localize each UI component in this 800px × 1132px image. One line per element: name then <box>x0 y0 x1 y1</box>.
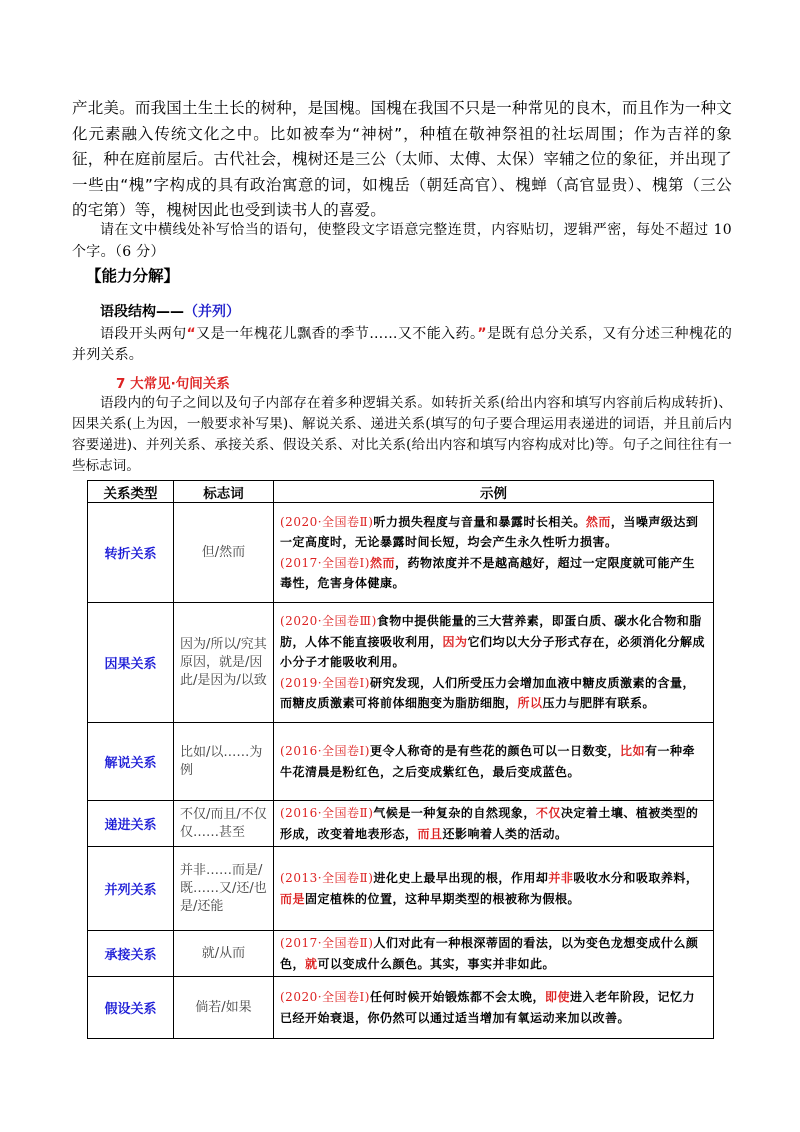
table-header-row <box>88 481 714 503</box>
quote-close-mark: ” <box>477 326 487 342</box>
example-keyword: 比如 <box>619 744 645 758</box>
example-item <box>280 553 707 594</box>
quote-open-mark: “ <box>186 326 196 342</box>
example-source: (2017·全国卷Ⅱ) <box>280 936 374 950</box>
structure-heading <box>100 301 240 321</box>
example-source: (2020·全国卷Ⅱ) <box>280 514 374 529</box>
example-source: (2017·全国卷Ⅰ) <box>280 555 370 570</box>
table-row <box>88 977 714 1039</box>
example-keyword: 并非 <box>548 871 574 885</box>
example-source: (2016·全国卷Ⅰ) <box>280 744 370 758</box>
relation-type: 解说关系 <box>88 723 174 801</box>
relation-type: 递进关系 <box>88 801 174 847</box>
relation-example <box>274 977 714 1039</box>
example-item <box>280 987 707 1028</box>
example-text: 研究发现，人们所受压力会增加血液中糖皮质激素的含量，而糖皮质激素可将前体细胞变为脂肪细胞， <box>280 675 695 711</box>
example-text: 它们均以大分子形式存在，必须消化分解成小分子才能吸收利用。 <box>280 634 706 670</box>
example-text: 食物中提供能量的三大营养素，即蛋白质、碳水化合物和脂肪，人体不能直接吸收利用， <box>280 614 702 649</box>
table-row <box>88 801 714 847</box>
example-source: (2013·全国卷Ⅱ) <box>280 871 374 885</box>
example-text: 进化史上最早出现的根，作用却 <box>373 871 549 885</box>
passage-paragraph: 产北美。而我国土生土长的树种，是国槐。国槐在我国不只是一种常见的良木，而且作为一种文化元素融入传统文化之中。比如被奉为“神树”，种植在敬神祭祖的社坛周围；作为吉祥的象征，种在庭前屋后。古代社会，槐树还是三公（太师、太傅、太保）宰辅之位的象征，并出现了一些由“槐”字构成的具有政治寓意的词，如槐岳（朝廷高官）、槐蝉（高官显贵）、槐第（三公的宅第）等，槐树因此也受到读书人的喜爱。 <box>72 99 732 219</box>
example-item <box>280 868 707 909</box>
table-row <box>88 723 714 801</box>
relation-markers: 比如/以……为例 <box>174 723 274 801</box>
example-text: ，当噪声级达到一定高度时，无论暴露时间长短，均会产生永久性听力损害。 <box>280 514 699 549</box>
example-text: 吸收水分和吸取养料， <box>573 871 699 885</box>
structure-rest: 是既有总分关系，又有分述三种槐花的并列关系。 <box>72 326 733 363</box>
relation-type: 因果关系 <box>88 603 174 723</box>
example-item <box>280 933 707 974</box>
relation-example <box>274 801 714 847</box>
example-source: (2016·全国卷Ⅱ) <box>280 806 374 820</box>
relation-type: 承接关系 <box>88 931 174 977</box>
example-text: 更令人称奇的是有些花的颜色可以一日数变， <box>369 744 620 758</box>
relation-example <box>274 931 714 977</box>
structure-label: 语段结构—— <box>100 304 184 320</box>
relations-explanation: 语段内的句子之间以及句子内部存在着多种逻辑关系。如转折关系(给出内容和填写内容前后构成转折)、因果关系(上为因，一般要求补写果)、解说关系、递进关系(填写的句子要合理运用表递进的词语，并且前后内容要递进)、并列关系、承接关系、假设关系、对比关系(给出内容和填写内容构成对比)等。句子之间往往有一些标志词。 <box>72 395 732 474</box>
structure-quote: 又是一年槐花儿飘香的季节……又不能入药。 <box>195 326 478 342</box>
example-item <box>280 673 707 714</box>
example-keyword: 然而 <box>369 555 395 570</box>
table-row <box>88 847 714 931</box>
structure-intro: 语段开头两句 <box>100 326 187 342</box>
relation-type: 假设关系 <box>88 977 174 1039</box>
example-keyword: 因为 <box>442 634 468 649</box>
example-keyword: 即使 <box>544 990 570 1004</box>
relation-type: 转折关系 <box>88 503 174 603</box>
example-item <box>280 512 707 553</box>
example-source: (2020·全国卷Ⅰ) <box>280 990 370 1004</box>
example-text: 进入老年阶段，记忆力已经开始衰退，你仍然可以通过适当增加有氧运动来加以改善。 <box>280 990 696 1025</box>
relation-markers: 就/从而 <box>174 931 274 977</box>
example-text: 任何时候开始锻炼都不会太晚， <box>369 990 545 1004</box>
section-title: 【能力分解】 <box>86 267 180 285</box>
example-text: 固定植株的位置，这种早期类型的根被称为假根。 <box>305 891 581 906</box>
header-example: 示例 <box>274 481 714 503</box>
relation-type: 并列关系 <box>88 847 174 931</box>
example-text: 还影响着人类的活动。 <box>442 826 568 841</box>
relations-table <box>87 480 714 1039</box>
table-row <box>88 931 714 977</box>
subsection-title: 7 大常见·句间关系 <box>116 376 230 392</box>
relation-markers: 并非……而是/既……又/还/也是/还能 <box>174 847 274 931</box>
example-keyword: 就 <box>305 956 318 971</box>
relation-markers: 因为/所以/究其原因，就是/因此/是因为/以致 <box>174 603 274 723</box>
example-keyword: 然而 <box>585 514 611 529</box>
example-text: 听力损失程度与音量和暴露时长相关。 <box>373 514 586 529</box>
relation-example <box>274 503 714 603</box>
example-item <box>280 741 707 782</box>
example-text: 压力与肥胖有联系。 <box>542 696 656 711</box>
relation-markers: 不仅/而且/不仅仅……甚至 <box>174 801 274 847</box>
example-source: (2019·全国卷Ⅰ) <box>280 675 370 690</box>
example-keyword: 所以 <box>517 696 543 711</box>
question-prompt: 请在文中横线处补写恰当的语句，使整段文字语意完整连贯，内容贴切，逻辑严密，每处不超过 10 个字。（6 分） <box>72 222 732 260</box>
example-text: 决定着土壤、植被类型的形成，改变着地表形态， <box>280 806 699 841</box>
example-keyword: 而是 <box>280 891 306 906</box>
example-keyword: 而且 <box>417 826 443 841</box>
relation-markers: 倘若/如果 <box>174 977 274 1039</box>
relation-example <box>274 847 714 931</box>
header-markers: 标志词 <box>174 481 274 503</box>
structure-tag: （并列） <box>184 304 240 320</box>
table-row <box>88 503 714 603</box>
example-text: 人们对此有一种根深蒂固的看法，以为变色龙想变成什么颜色， <box>280 936 699 971</box>
structure-explanation <box>72 324 732 366</box>
example-item <box>280 611 707 673</box>
header-type: 关系类型 <box>88 481 174 503</box>
example-item <box>280 803 707 844</box>
relation-example <box>274 723 714 801</box>
example-text: 气候是一种复杂的自然现象， <box>373 806 536 820</box>
example-keyword: 不仅 <box>535 806 561 820</box>
example-text: ，药物浓度并不是越高越好，超过一定限度就可能产生毒性，危害身体健康。 <box>280 555 695 590</box>
relation-example <box>274 603 714 723</box>
example-source: (2020·全国卷Ⅲ) <box>280 614 377 629</box>
relation-markers: 但/然而 <box>174 503 274 603</box>
example-text: 可以变成什么颜色。其实，事实并非如此。 <box>317 956 556 971</box>
table-row <box>88 603 714 723</box>
example-text: 有一种牵牛花清晨是粉红色，之后变成紫红色，最后变成蓝色。 <box>280 744 696 779</box>
